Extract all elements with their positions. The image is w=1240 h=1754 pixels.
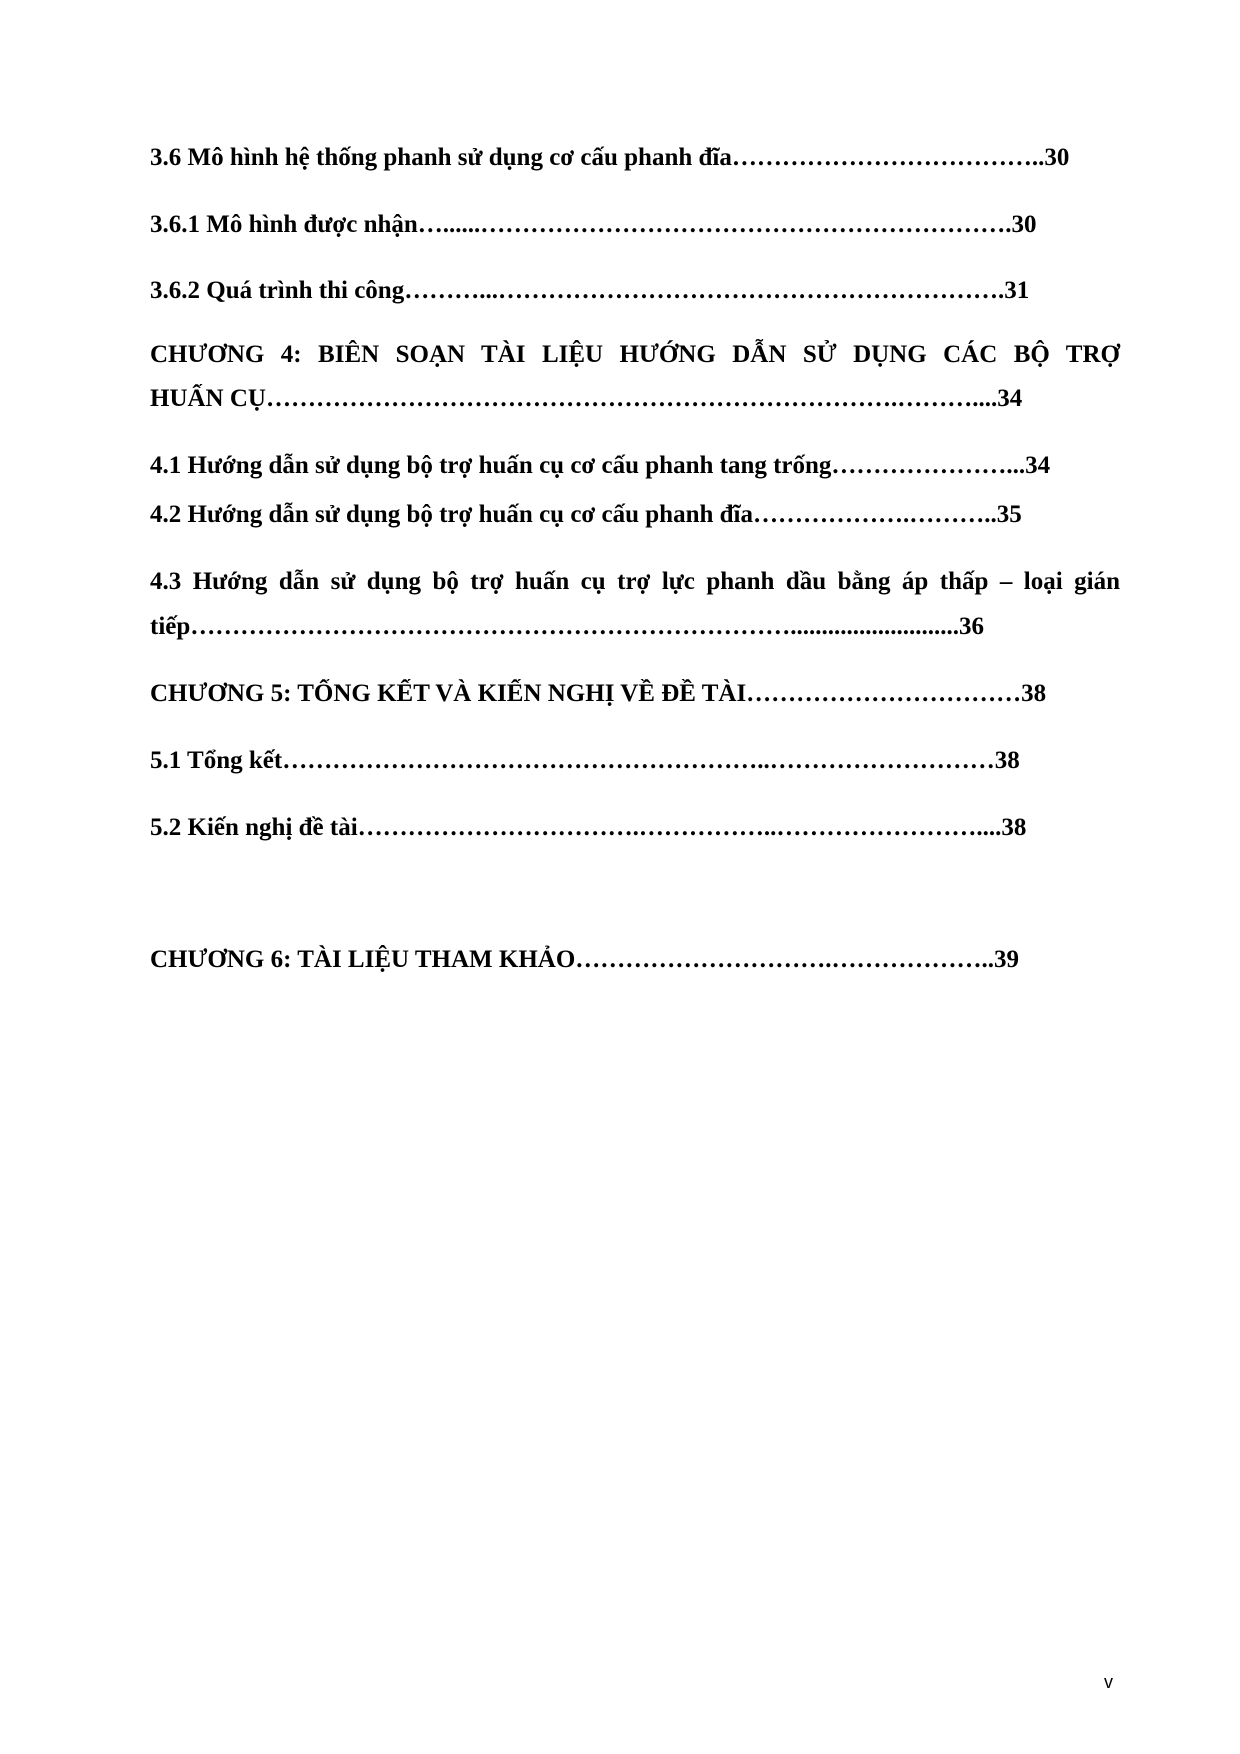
- toc-entry-5-1: 5.1 Tổng kết…………………………………………………..………………………38: [150, 747, 1020, 774]
- toc-entry-4-3-line1: 4.3 Hướng dẫn sử dụng bộ trợ huấn cụ trợ lực phanh dầu bằng áp thấp – loại gián: [150, 568, 1120, 595]
- toc-entry-chapter-5: CHƯƠNG 5: TỔNG KẾT VÀ KIẾN NGHỊ VỀ ĐỀ TÀI……………………………38: [150, 680, 1047, 707]
- toc-entry-chapter-6: CHƯƠNG 6: TÀI LIỆU THAM KHẢO………………………….………………..39: [150, 946, 1020, 973]
- toc-entry-3-6: 3.6 Mô hình hệ thống phanh sử dụng cơ cấu phanh đĩa………………………………..30: [150, 144, 1070, 171]
- toc-entry-3-6-2: 3.6.2 Quá trình thi công………...…………………………………………………….31: [150, 277, 1030, 304]
- toc-entry-chapter-4-line1: CHƯƠNG 4: BIÊN SOẠN TÀI LIỆU HƯỚNG DẪN SỬ DỤNG CÁC BỘ TRỢ: [150, 341, 1120, 368]
- toc-entry-4-3-line2: tiếp………………………………………………………………...........................36: [150, 613, 985, 640]
- toc-entry-4-2: 4.2 Hướng dẫn sử dụng bộ trợ huấn cụ cơ cấu phanh đĩa……………….………..35: [150, 501, 1022, 528]
- toc-entry-4-1: 4.1 Hướng dẫn sử dụng bộ trợ huấn cụ cơ cấu phanh tang trống…………………...34: [150, 452, 1051, 479]
- toc-entry-3-6-1: 3.6.1 Mô hình được nhận…......……………………………………………………….30: [150, 211, 1037, 238]
- toc-entry-chapter-4-line2: HUẤN CỤ………………………………………………………………….………....34: [150, 385, 1023, 412]
- toc-entry-5-2: 5.2 Kiến nghị đề tài…………………………….……………..……………………....38: [150, 814, 1027, 841]
- page-number: v: [1104, 1672, 1113, 1692]
